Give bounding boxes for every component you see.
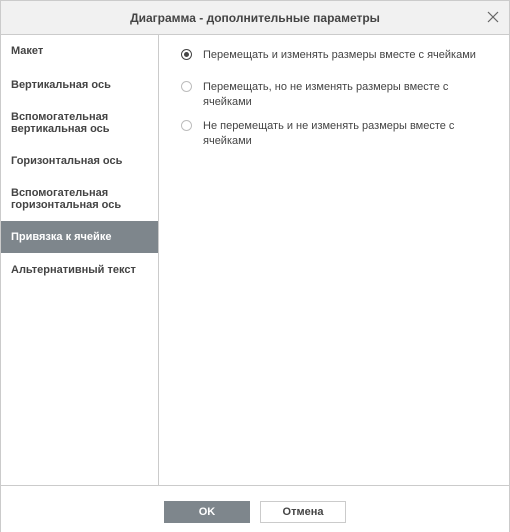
- sidebar-item-label: Горизонтальная ось: [11, 155, 123, 167]
- sidebar-item-label: Вертикальная ось: [11, 79, 111, 91]
- sidebar-item-cell-snapping[interactable]: [1, 221, 158, 253]
- sidebar-item-alt-text[interactable]: [1, 264, 158, 280]
- radio-move-no-size[interactable]: [181, 81, 501, 111]
- radio-label: Перемещать, но не изменять размеры вместе с ячейками: [203, 81, 449, 108]
- sidebar-item-layout[interactable]: [1, 45, 158, 61]
- sidebar-item-vertical-axis[interactable]: [1, 79, 158, 95]
- sidebar: [1, 35, 159, 485]
- sidebar-item-secondary-vertical-axis[interactable]: [1, 111, 158, 139]
- close-icon[interactable]: [485, 9, 501, 25]
- radio-button[interactable]: [181, 81, 192, 92]
- dialog-title: Диаграмма - дополнительные параметры: [130, 11, 380, 25]
- radio-label: Перемещать и изменять размеры вместе с ячейками: [203, 49, 476, 61]
- radio-no-move-no-size[interactable]: [181, 120, 501, 150]
- sidebar-item-label: Макет: [11, 45, 44, 57]
- sidebar-item-label: Привязка к ячейке: [11, 231, 112, 243]
- cancel-button[interactable]: Отмена: [260, 501, 346, 523]
- dialog-titlebar: [1, 1, 509, 35]
- radio-button-checked[interactable]: [181, 49, 192, 60]
- sidebar-item-label: Вспомогательная горизонтальная ось: [11, 187, 122, 211]
- dialog-footer: [1, 485, 509, 532]
- cell-snapping-panel: [159, 35, 509, 485]
- ok-button[interactable]: OK: [164, 501, 250, 523]
- radio-button[interactable]: [181, 120, 192, 131]
- radio-move-and-size[interactable]: [181, 49, 501, 65]
- sidebar-item-label: Вспомогательная вертикальная ось: [11, 111, 110, 135]
- sidebar-item-secondary-horizontal-axis[interactable]: [1, 187, 158, 215]
- sidebar-item-label: Альтернативный текст: [11, 264, 136, 276]
- radio-label: Не перемещать и не изменять размеры вместе с ячейками: [203, 120, 455, 147]
- sidebar-item-horizontal-axis[interactable]: [1, 155, 158, 171]
